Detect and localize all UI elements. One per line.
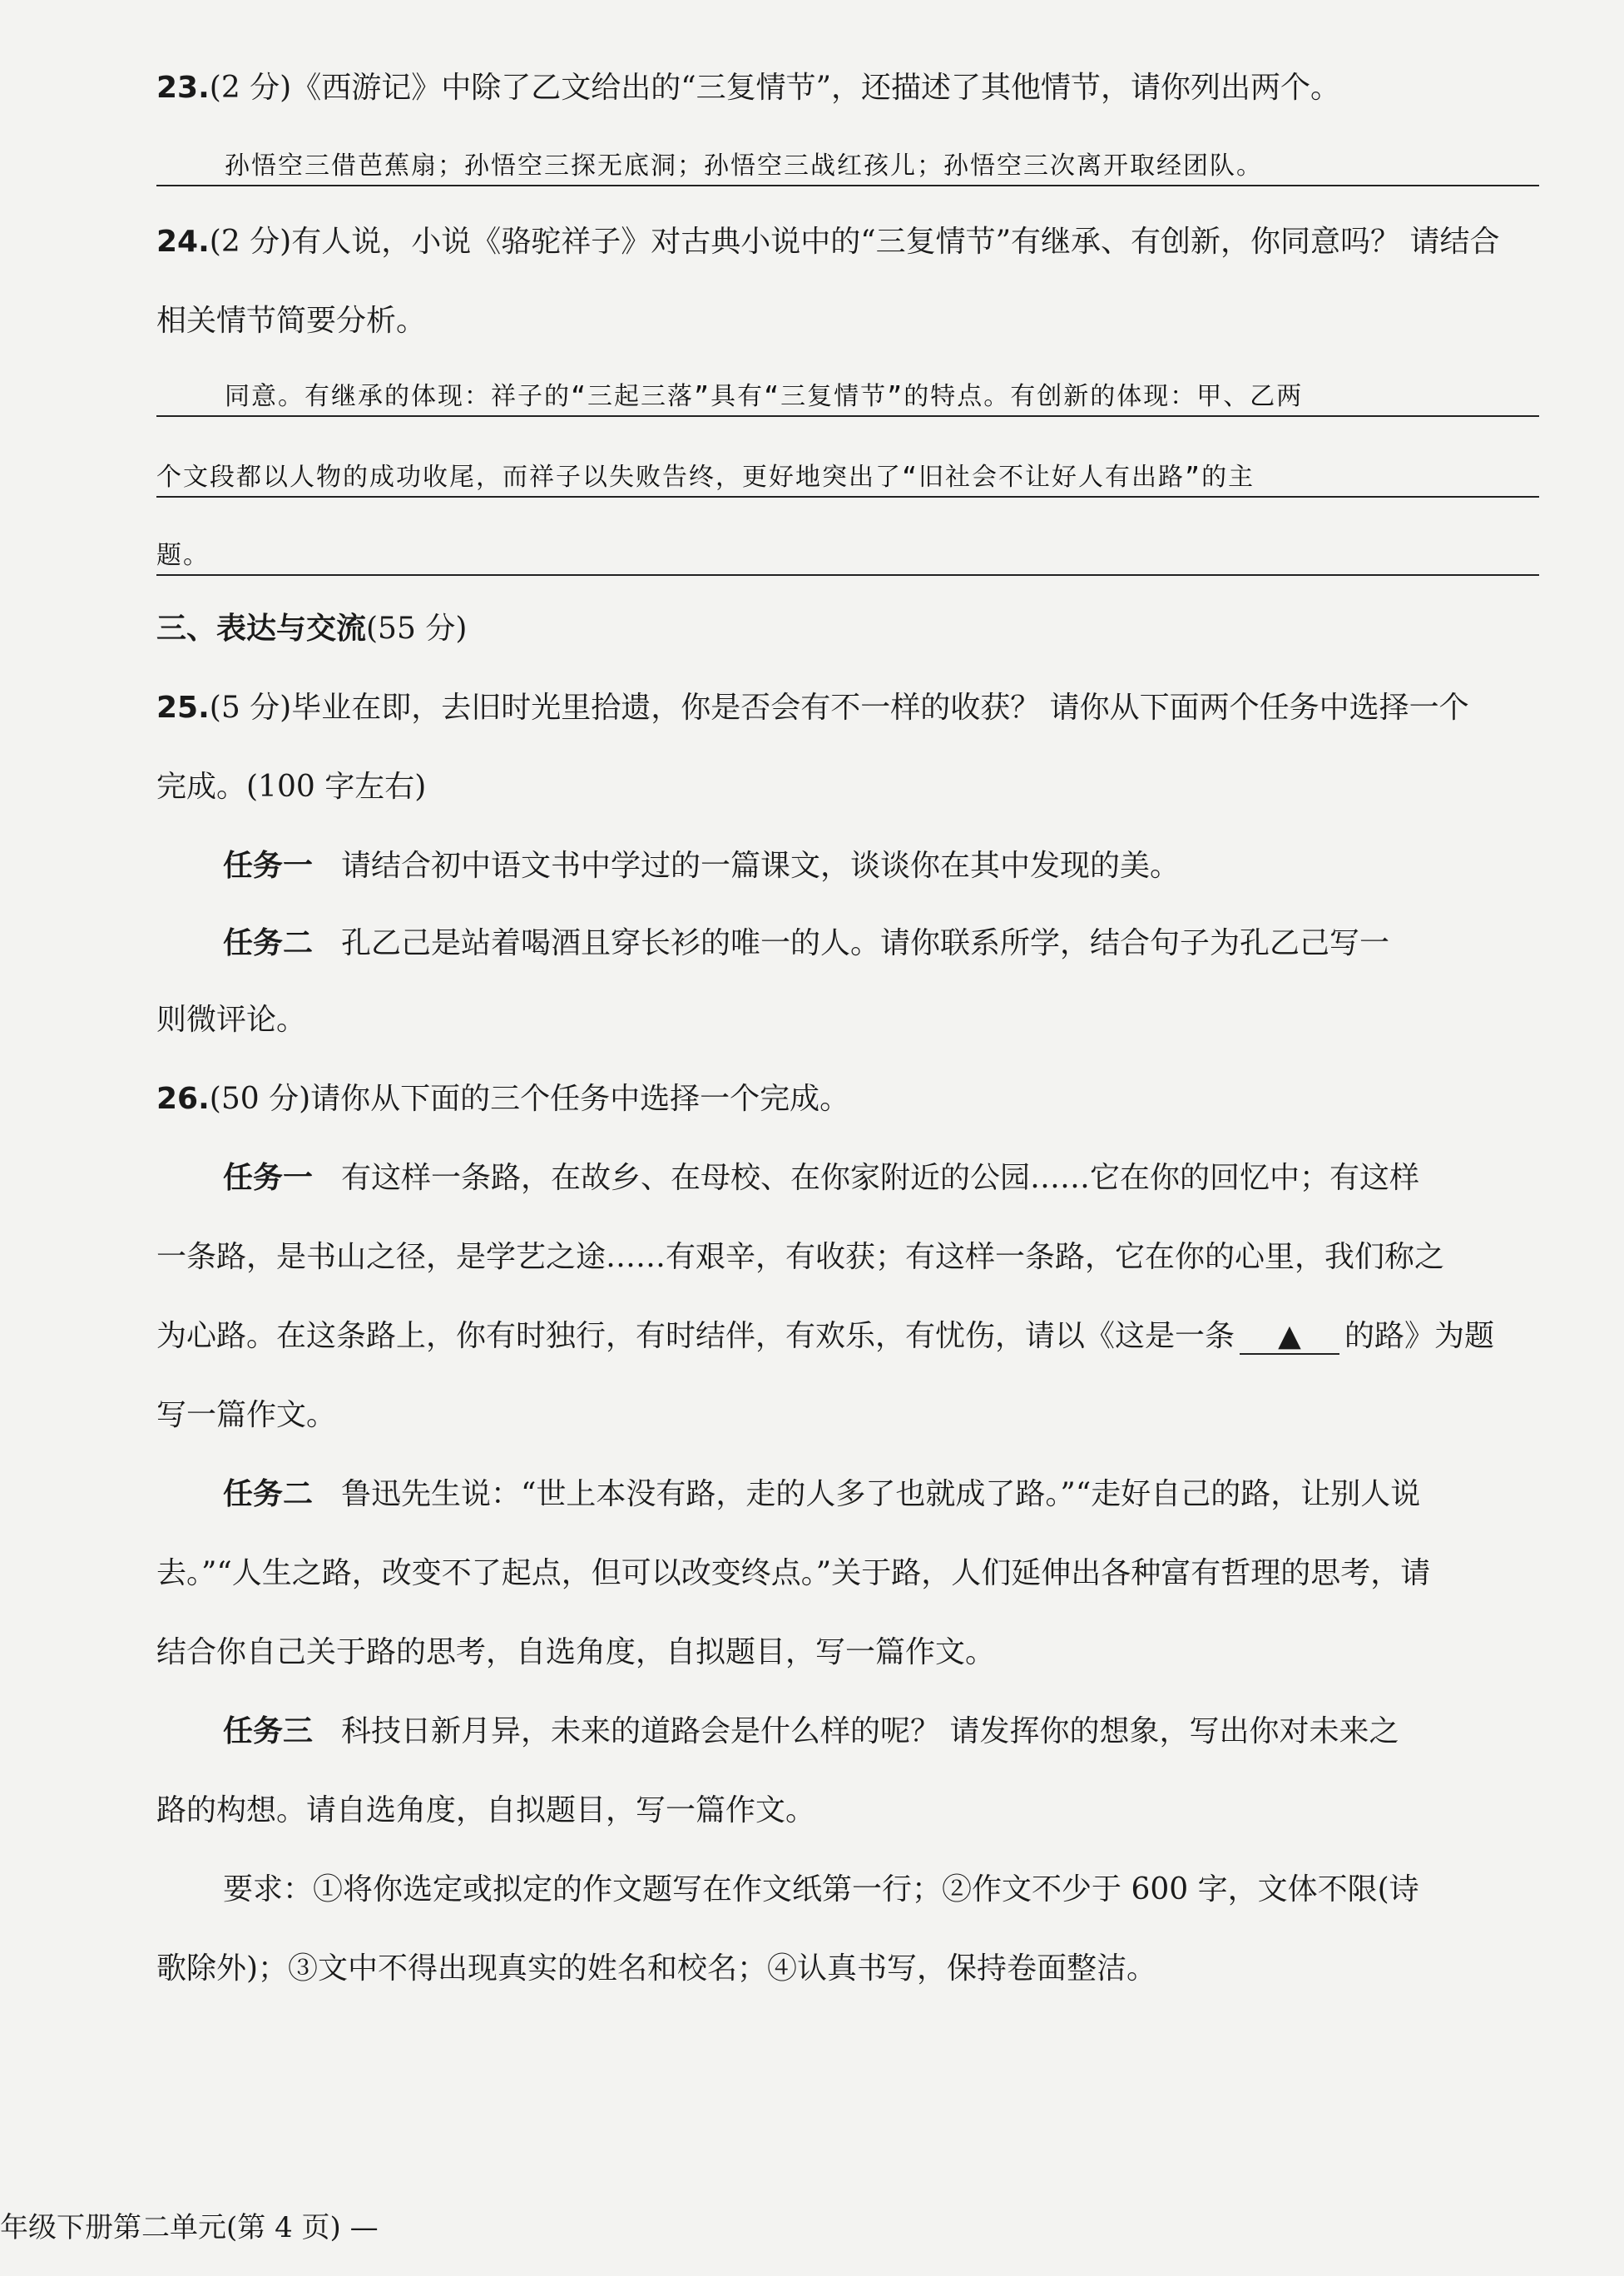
q26-task-2-line2 — [156, 1552, 1537, 1595]
task-text: 请结合初中语文书中学过的一篇课文，谈谈你在其中发现的美。 — [341, 849, 1181, 883]
footer-text: 年级下册第二单元(第 4 页) — — [0, 2211, 379, 2244]
q26-task-3-line2 — [156, 1789, 1537, 1832]
q26-task-2 — [223, 1473, 1537, 1516]
task-text: 去。”“人生之路，改变不了起点，但可以改变终点。”关于路，人们延伸出各种富有哲理的思考，请 — [156, 1556, 1431, 1590]
question-24-line2 — [156, 300, 1537, 343]
task-text: 路的构想。请自选角度，自拟题目，写一篇作文。 — [156, 1793, 816, 1827]
title-blank: ▲ — [1240, 1320, 1339, 1355]
answer-23 — [156, 148, 1539, 186]
question-text: 完成。(100 字左右) — [156, 770, 427, 804]
question-number: 25. — [156, 691, 210, 725]
answer-text: 个文段都以人物的成功收尾，而祥子以失败告终，更好地突出了“旧社会不让好人有出路”的主 — [156, 463, 1255, 492]
question-25-line2 — [156, 766, 1537, 809]
answer-text: 孙悟空三借芭蕉扇；孙悟空三探无底洞；孙悟空三战红孩儿；孙悟空三次离开取经团队。 — [225, 151, 1263, 181]
requirements-text: 歌除外)；③文中不得出现真实的姓名和校名；④认真书写，保持卷面整洁。 — [156, 1951, 1157, 1986]
question-number: 23. — [156, 71, 210, 105]
task-label: 任务一 — [223, 849, 314, 883]
section-score: (55 分) — [366, 612, 468, 646]
answer-text: 题。 — [156, 541, 210, 570]
q26-task-3 — [223, 1710, 1537, 1753]
page-footer — [0, 2209, 379, 2246]
task-text: 孔乙己是站着喝酒且穿长衫的唯一的人。请你联系所学，结合句子为孔乙己写一 — [341, 926, 1390, 960]
answer-24-line3 — [156, 538, 1539, 576]
section-heading — [156, 607, 1537, 651]
question-text: (2 分)《西游记》中除了乙文给出的“三复情节”，还描述了其他情节，请你列出两个。 — [209, 71, 1341, 105]
task-label: 任务三 — [223, 1714, 314, 1748]
question-text: (5 分)毕业在即，去旧时光里拾遗，你是否会有不一样的收获？ 请你从下面两个任务中选择一个 — [209, 691, 1469, 725]
section-title: 三、表达与交流 — [156, 612, 367, 646]
question-26 — [156, 1078, 1537, 1121]
task-text: 为心路。在这条路上，你有时独行，有时结伴，有欢乐，有忧伤，请以《这是一条 — [156, 1319, 1235, 1353]
q26-requirements — [223, 1868, 1537, 1912]
question-text: 相关情节简要分析。 — [156, 304, 427, 338]
question-text: (2 分)有人说，小说《骆驼祥子》对古典小说中的“三复情节”有继承、有创新，你同意吗？ 请结合 — [209, 225, 1500, 259]
q26-task-1-line3 — [156, 1315, 1537, 1358]
q25-task-1 — [223, 845, 1537, 888]
question-number: 26. — [156, 1082, 210, 1116]
q25-task-2-line2 — [156, 999, 1537, 1042]
q26-task-1-line4 — [156, 1394, 1537, 1437]
answer-24-line1 — [156, 379, 1539, 417]
answer-text: 同意。有继承的体现：祥子的“三起三落”具有“三复情节”的特点。有创新的体现：甲、乙两 — [225, 382, 1304, 411]
requirements-text: 要求：①将你选定或拟定的作文题写在作文纸第一行；②作文不少于 600 字，文体不限(诗 — [223, 1872, 1419, 1907]
answer-24-line2 — [156, 459, 1539, 498]
task-text: 则微评论。 — [156, 1003, 307, 1037]
task-label: 任务一 — [223, 1161, 314, 1195]
q25-task-2 — [223, 922, 1537, 965]
task-text: 的路》为题 — [1344, 1319, 1495, 1353]
question-23 — [156, 67, 1537, 110]
task-text: 结合你自己关于路的思考，自选角度，自拟题目，写一篇作文。 — [156, 1635, 996, 1669]
task-text: 科技日新月异，未来的道路会是什么样的呢？ 请发挥你的想象，写出你对未来之 — [341, 1714, 1399, 1748]
q26-task-1-line2 — [156, 1236, 1537, 1279]
task-text: 有这样一条路，在故乡、在母校、在你家附近的公园……它在你的回忆中；有这样 — [341, 1161, 1420, 1195]
q26-task-1 — [223, 1157, 1537, 1200]
q26-requirements-line2 — [156, 1947, 1537, 1991]
question-text: (50 分)请你从下面的三个任务中选择一个完成。 — [209, 1082, 850, 1116]
task-text: 一条路，是书山之径，是学艺之途……有艰辛，有收获；有这样一条路，它在你的心里，我们称之 — [156, 1240, 1445, 1274]
q26-task-2-line3 — [156, 1631, 1537, 1674]
task-text: 鲁迅先生说：“世上本没有路，走的人多了也就成了路。”“走好自己的路，让别人说 — [341, 1477, 1421, 1511]
question-number: 24. — [156, 225, 210, 259]
question-24 — [156, 221, 1537, 264]
question-25 — [156, 687, 1537, 730]
task-label: 任务二 — [223, 1477, 314, 1511]
task-text: 写一篇作文。 — [156, 1398, 337, 1432]
task-label: 任务二 — [223, 926, 314, 960]
